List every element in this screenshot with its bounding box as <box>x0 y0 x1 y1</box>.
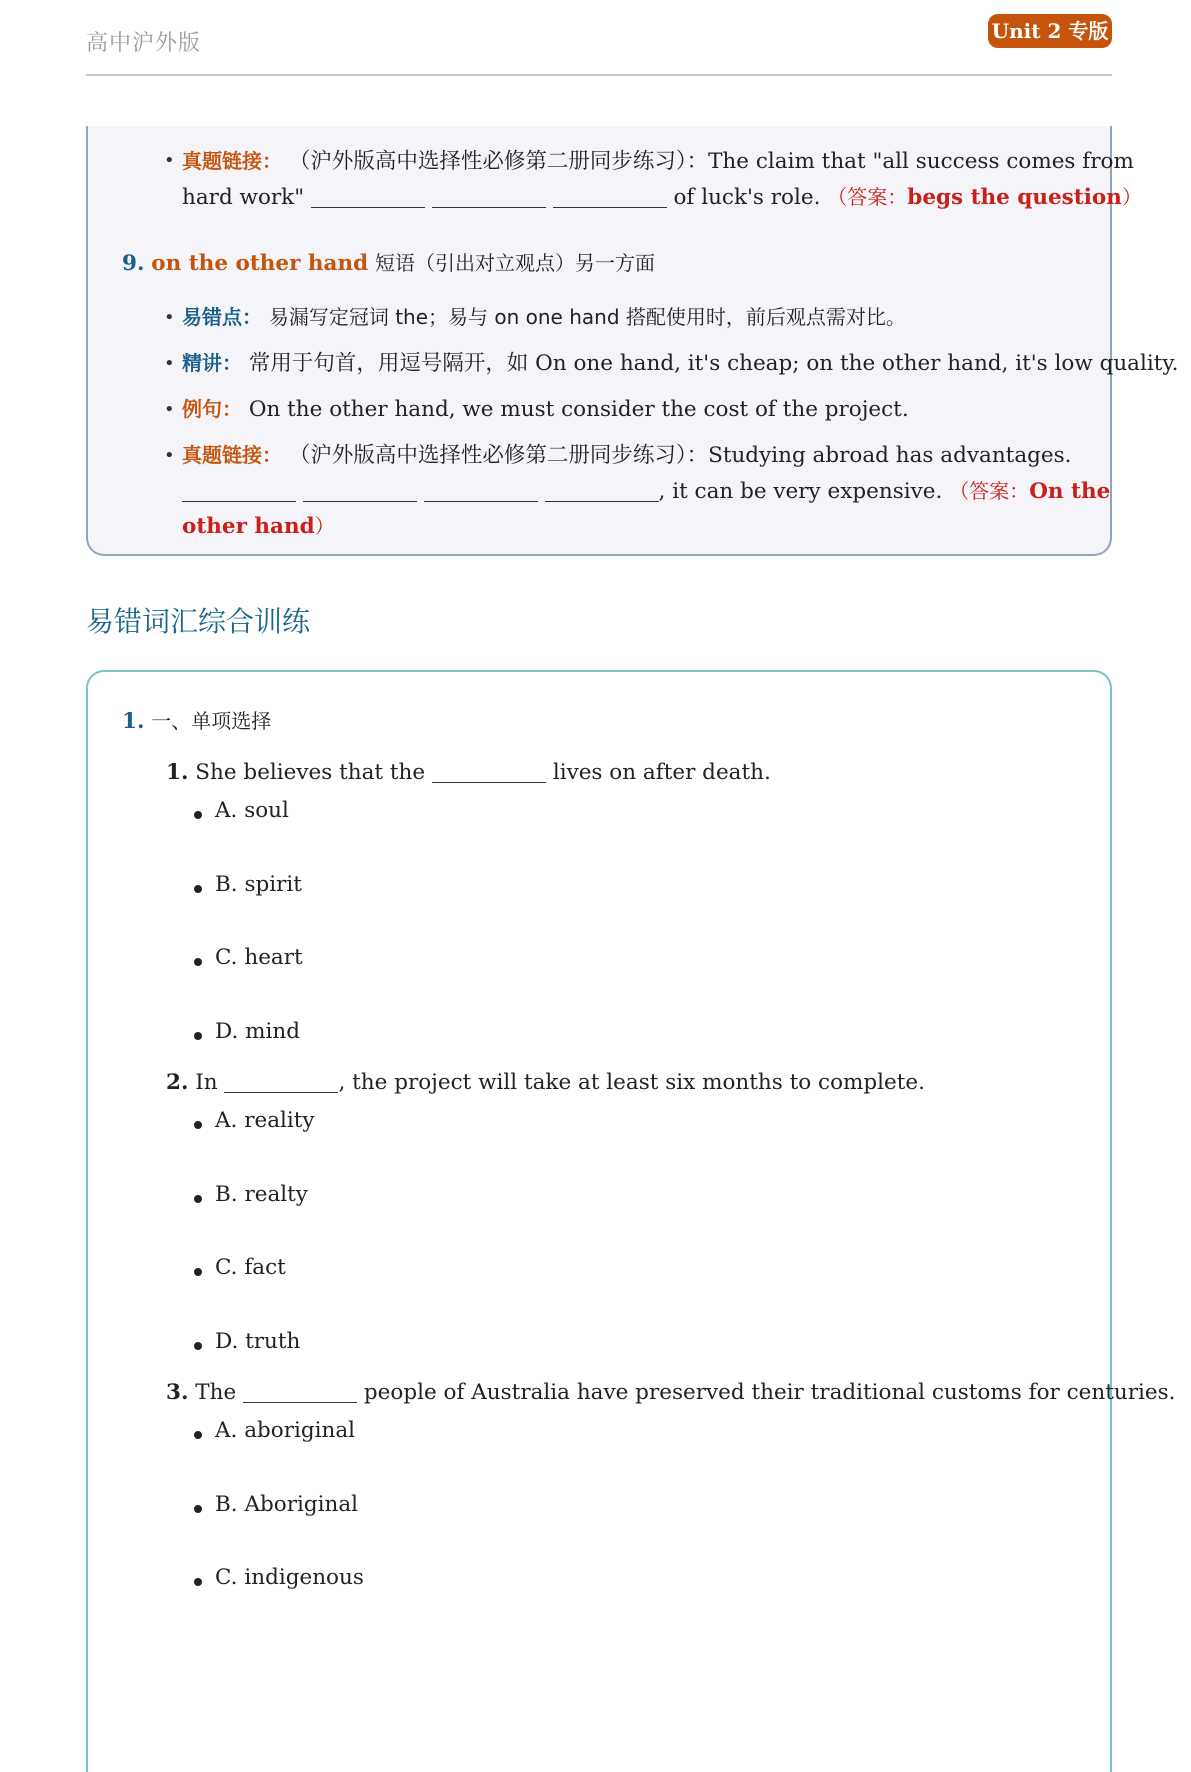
link-text-part: hard work" <box>182 185 305 210</box>
question-text: , the project will take at least six months to complete. <box>338 1070 925 1095</box>
error-point-line <box>182 302 906 333</box>
section-title: 易错词汇综合训练 <box>86 605 311 638</box>
link-label: 真题链接： <box>182 443 282 467</box>
answer-blank <box>424 479 538 502</box>
item9-link-line2 <box>182 476 1110 507</box>
option-bullet <box>194 1121 202 1129</box>
error-point-text: 易漏写定冠词 the；易与 on one hand 搭配使用时，前后观点需对比。 <box>268 305 906 329</box>
answer-blank <box>311 185 425 208</box>
option-b[interactable]: B. Aboriginal <box>215 1492 359 1517</box>
option-bullet <box>194 1268 202 1276</box>
question-text: In <box>195 1070 218 1095</box>
header-divider <box>86 74 1112 76</box>
example-line <box>182 394 909 425</box>
question-text: She believes that the <box>195 760 426 785</box>
option-bullet <box>194 958 202 966</box>
link-text: （沪外版高中选择性必修第二册同步练习）：Studying abroad has advantages. <box>288 443 1072 468</box>
header-title: 高中沪外版 <box>86 31 202 56</box>
answer-blank <box>545 479 659 502</box>
answer-text: On the <box>1029 479 1111 504</box>
question-2 <box>166 1068 925 1098</box>
explain-label: 精讲： <box>182 351 242 375</box>
part-number: 1. <box>122 709 145 734</box>
option-bullet <box>194 1505 202 1513</box>
answer-blank <box>182 479 296 502</box>
option-b[interactable]: B. realty <box>215 1182 308 1207</box>
question-text: The <box>195 1380 237 1405</box>
answer-blank <box>432 185 546 208</box>
answer-blank <box>224 1070 338 1093</box>
item9-heading <box>122 248 655 279</box>
answer-text: begs the question <box>907 185 1122 210</box>
question-text: lives on after death. <box>552 760 771 785</box>
option-bullet <box>194 1578 202 1586</box>
option-bullet <box>194 811 202 819</box>
bullet: • <box>164 445 175 466</box>
link-text-part: of luck's role. <box>673 185 821 210</box>
bullet: • <box>164 399 175 420</box>
answer-suffix: ） <box>314 514 335 538</box>
question-number: 3. <box>166 1380 189 1405</box>
option-a[interactable]: A. aboriginal <box>215 1418 356 1443</box>
question-text: people of Australia have preserved their traditional customs for centuries. <box>363 1380 1176 1405</box>
answer-blank <box>243 1380 357 1403</box>
option-bullet <box>194 1195 202 1203</box>
example-label: 例句： <box>182 397 242 421</box>
option-bullet <box>194 1342 202 1350</box>
answer-blank <box>553 185 667 208</box>
link-text-part: , it can be very expensive. <box>658 479 943 504</box>
question-number: 1. <box>166 760 189 785</box>
answer-prefix: （答案： <box>949 479 1030 503</box>
option-a[interactable]: A. soul <box>215 798 289 823</box>
option-b[interactable]: B. spirit <box>215 872 302 897</box>
exercise-panel <box>86 670 1112 1772</box>
item9-link-line3 <box>182 511 335 542</box>
unit-badge: Unit 2 专版 <box>988 14 1112 48</box>
phrase-word: on the other hand <box>151 251 369 276</box>
bullet: • <box>164 307 175 328</box>
option-bullet <box>194 1431 202 1439</box>
answer-prefix: （答案： <box>827 185 908 209</box>
answer-blank <box>432 760 546 783</box>
option-bullet <box>194 885 202 893</box>
explain-line <box>182 348 1179 379</box>
item-number: 9. <box>122 251 145 276</box>
question-1 <box>166 758 771 788</box>
example-text: On the other hand, we must consider the cost of the project. <box>248 397 909 422</box>
option-d[interactable]: D. truth <box>215 1329 301 1354</box>
option-c[interactable]: C. heart <box>215 945 303 970</box>
option-a[interactable]: A. reality <box>215 1108 315 1133</box>
bullet: • <box>164 150 175 171</box>
error-point-label: 易错点： <box>182 305 262 329</box>
link-label: 真题链接： <box>182 149 282 173</box>
part-title: 一、单项选择 <box>151 709 272 733</box>
bullet: • <box>164 353 175 374</box>
link-text: （沪外版高中选择性必修第二册同步练习）：The claim that "all success comes from <box>288 149 1134 174</box>
question-3 <box>166 1378 1175 1408</box>
answer-text: other hand <box>182 514 315 539</box>
item8-link-line2 <box>182 182 1142 213</box>
item8-link-line1 <box>182 146 1134 177</box>
question-number: 2. <box>166 1070 189 1095</box>
option-bullet <box>194 1032 202 1040</box>
phrase-description: 短语（引出对立观点）另一方面 <box>374 251 655 275</box>
explain-text: 常用于句首，用逗号隔开，如 On one hand, it's cheap; on the other hand, it's low quality. <box>248 351 1179 376</box>
answer-suffix: ） <box>1121 185 1142 209</box>
option-d[interactable]: D. mind <box>215 1019 301 1044</box>
option-c[interactable]: C. fact <box>215 1255 286 1280</box>
exercise-part-heading <box>122 706 271 737</box>
option-c[interactable]: C. indigenous <box>215 1565 364 1590</box>
item9-link-line1 <box>182 440 1072 471</box>
answer-blank <box>303 479 417 502</box>
